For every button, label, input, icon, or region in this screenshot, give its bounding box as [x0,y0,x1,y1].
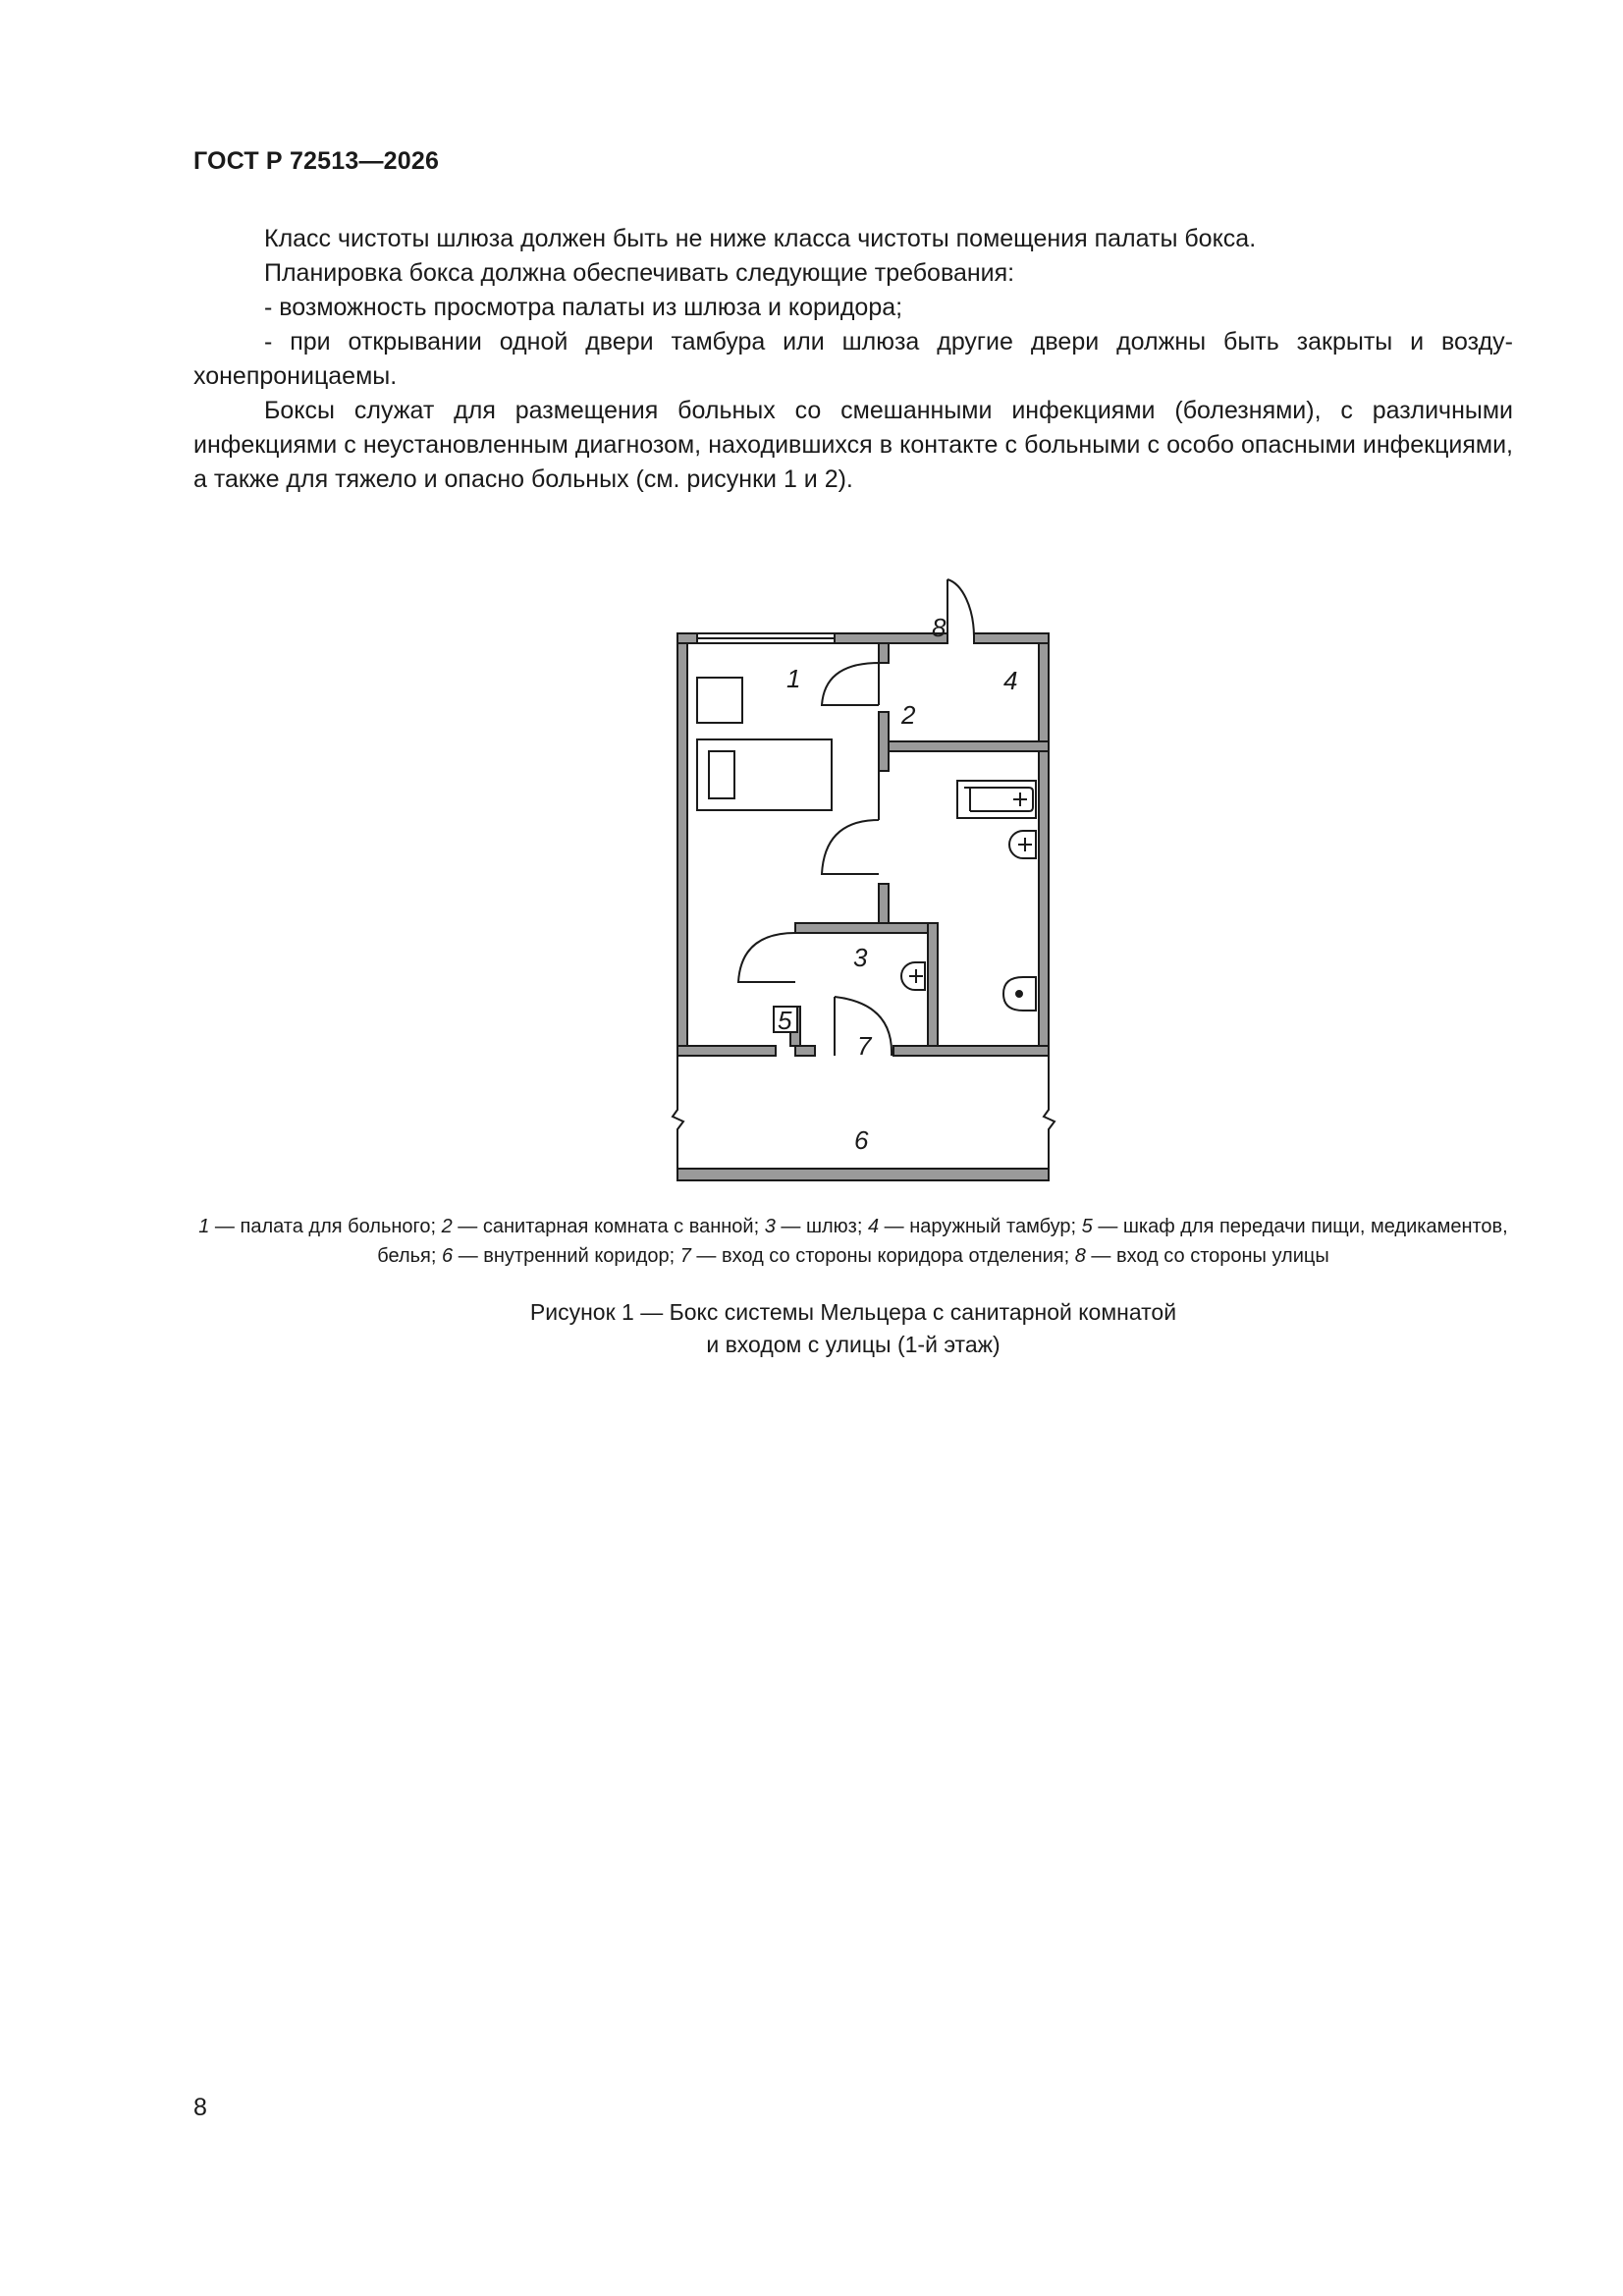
label-2: 2 [901,700,916,730]
label-6: 6 [854,1125,869,1155]
legend-key: 1 [198,1216,210,1237]
legend-text: — вход со стороны улицы [1085,1245,1329,1267]
label-7: 7 [857,1031,872,1061]
legend-key: 5 [1081,1216,1093,1237]
caption-line: Рисунок 1 — Бокс системы Мельцера с санитарной комнатой [529,1299,1177,1325]
legend-text: — санитарная комната с ванной; [452,1216,765,1237]
figure-caption [193,1296,1513,1361]
caption-line: и входом с улицы (1-й этаж) [706,1332,1001,1357]
page-number: 8 [193,2094,207,2121]
label-5: 5 [778,1006,792,1035]
legend-key: 3 [764,1216,776,1237]
corridor [673,1056,1055,1180]
legend-key: 8 [1074,1245,1086,1267]
body-text [193,222,1513,497]
legend-text: — внутренний коридор; [453,1245,680,1267]
legend-text: — вход со стороны коридора отделения; [690,1245,1075,1267]
street-door [947,579,974,643]
legend-key: 6 [442,1245,454,1267]
legend-text: — палата для больного; [209,1216,442,1237]
label-8: 8 [932,613,947,642]
furniture [697,678,1036,1032]
paragraph: Планировка бокса должна обеспечивать следующие требования: [264,259,1015,287]
window [697,633,835,643]
paragraph: Класс чистоты шлюза должен быть не ниже класса чистоты помещения палаты бокса. [264,225,1257,252]
label-1: 1 [786,664,801,693]
floor-plan-drawing [658,560,1070,1188]
document-code-header: ГОСТ Р 72513—2026 [193,147,440,175]
figure-legend [193,1212,1513,1271]
legend-text: — наружный тамбур; [879,1216,1082,1237]
legend-text: — шлюз; [775,1216,868,1237]
list-item: - при открывании одной двери тамбура или шлюза другие двери должны быть закрыты и воздухонепроницаемы. [193,328,1513,390]
list-item: - возможность просмотра палаты из шлюза и коридора; [264,294,903,321]
door [738,933,795,982]
paragraph: Боксы служат для размещения больных со смешанными инфекциями (болезнями), с различными инфекциями с неустановленным диагнозом, находившихся в контакте с больными с особо опасными инфекциями, а также для тяжело и опасно больных (см. рисунки 1 и 2). [193,397,1513,493]
door [822,663,879,705]
label-4: 4 [1003,666,1018,695]
pillow-icon [709,751,734,798]
legend-key: 7 [679,1245,691,1267]
legend-text: — шкаф для передачи пищи, медикаментов, белья; [377,1216,1508,1267]
label-3: 3 [853,943,868,972]
table-icon [697,678,742,723]
legend-key: 4 [867,1216,880,1237]
legend-key: 2 [441,1216,453,1237]
floor-plan-figure [658,560,1070,1188]
